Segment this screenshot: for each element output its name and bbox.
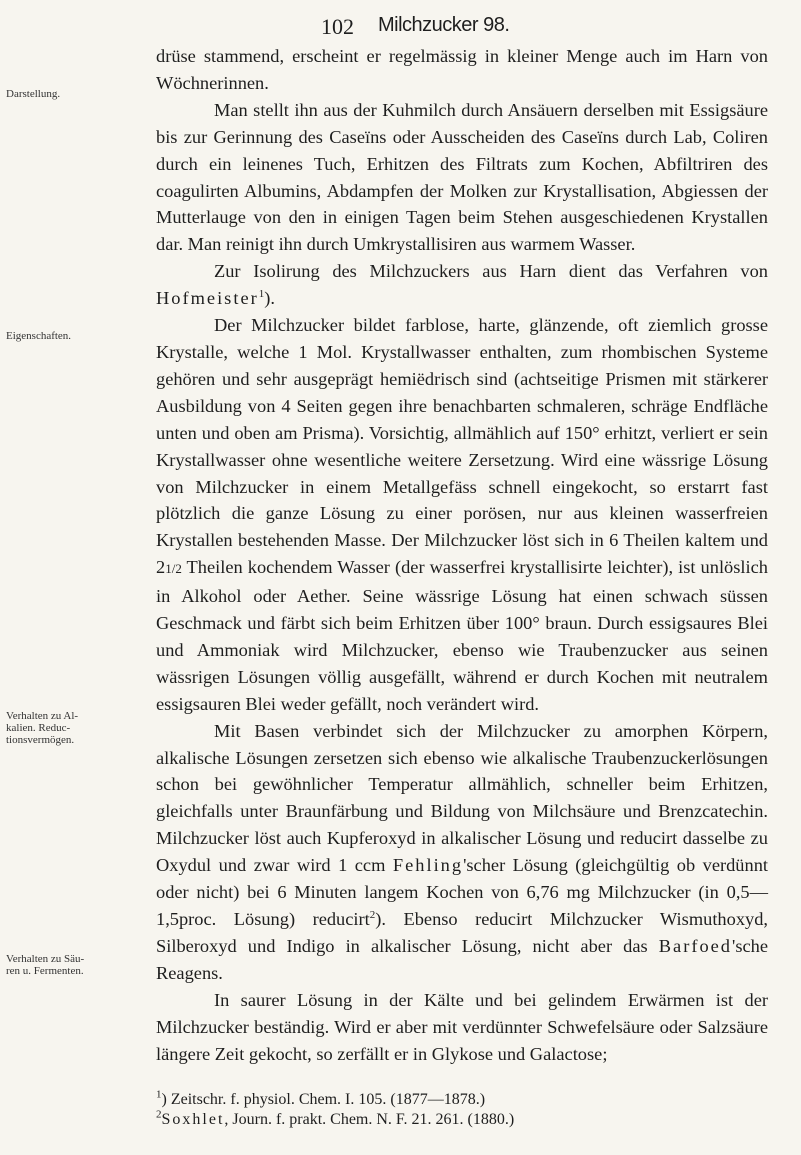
margin-note-eigenschaften: Eigenschaften. [6, 330, 72, 342]
page-number: 102 [321, 14, 354, 39]
margin-note-darstellung: Darstellung. [6, 88, 61, 100]
running-title: Milchzucker 98. [378, 14, 510, 36]
text: ). [264, 288, 275, 309]
paragraph: drüse stammend, erscheint er regelmässig in kleiner Menge auch im Harn von Wöchnerinnen. [156, 46, 768, 93]
text: ). Ebenso reducirt Milchzucker Wismuthoxyd, Silberoxyd und Indigo in alkalischer Lösung, nicht aber das [156, 909, 768, 956]
text: Theilen kochendem Wasser (der wasserfrei krystallisirte leichter), ist unlöslich in Alkohol oder Aether. Seine wässrige Lösung hat einen schwach süssen Geschmack und färbt sich beim Erhitzen über 100° braun. Durch essigsaures Blei und Ammoniak wird Milchzucker, ebenso wie Traubenzucker aus seinen wässrigen Lösungen völlig ausgefällt, während er durch Kochen mit neutralem essigsauren Blei weder gefällt, noch verändert wird. [156, 557, 768, 714]
footnote-mark: 2 [156, 1108, 162, 1121]
footnote-mark: 1 [156, 1088, 162, 1101]
author-name: Hofmeister [156, 288, 259, 309]
paragraph-darstellung: Man stellt ihn aus der Kuhmilch durch Ansäuern derselben mit Essigsäure bis zur Gerinnung des Caseïns oder Ausscheiden des Caseïns durch Lab, Coliren durch ein leinenes Tuch, Erhitzen des Filtrats zum Kochen, Abfiltriren des coagulirten Albumins, Abdampfen der Molken zur Krystallisation, Abgiessen der Mutterlauge von den in einigen Tagen beim Stehen ausgeschiedenen Krystallen dar. Man reinigt ihn durch Umkrystallisiren aus warmem Wasser. [156, 99, 768, 255]
main-text [156, 43, 768, 1067]
footnote-1 [156, 1090, 768, 1110]
text: Zur Isolirung des Milchzuckers aus Harn dient das Verfahren von [214, 261, 768, 282]
footnote-ref: 1 [258, 288, 265, 301]
paragraph-alkalien [156, 718, 768, 987]
paragraph-eigenschaften [156, 312, 768, 718]
fraction: 1/2 [165, 561, 182, 577]
margin-note-alkalien: Verhalten zu Al-kalien. Reduc-tionsvermögen. [6, 710, 79, 746]
author-name: Barfoed [658, 935, 732, 956]
text: 'sche Reagens. [156, 935, 768, 983]
paragraph-saeuren: In saurer Lösung in der Kälte und bei gelindem Erwärmen ist der Milchzucker beständig. Wird er aber mit verdünnter Schwefelsäure oder Salzsäure längere Zeit gekocht, so zerfällt er in Glykose und Galactose; [156, 989, 768, 1064]
footnote-text: , Journ. f. prakt. Chem. N. F. 21. 261. (1880.) [224, 1111, 515, 1128]
text: Mit Basen verbindet sich der Milchzucker zu amorphen Körpern, alkalische Lösungen zersetzen sich ebenso wie alkalische Traubenzuckerlösungen schon bei gewöhnlicher Temperatur allmählich, schneller beim Erhitzen, gleichfalls unter Braunfärbung und Bildung von Milchsäure und Brenzcatechin. Milchzucker löst auch Kupferoxyd in alkalischer Lösung und reducirt dasselbe zu Oxydul und zwar wird 1 ccm [156, 720, 768, 876]
text: 'scher Lösung (gleichgültig ob verdünnt oder nicht) bei 6 Minuten langem Kochen von 6,76 mg Milchzucker (in 0,5—1,5proc. Lösung) reducirt [156, 855, 768, 929]
footnotes [156, 1090, 768, 1130]
footnote-2 [156, 1110, 768, 1130]
paragraph-isolirung [156, 258, 768, 312]
footnote-text: ) Zeitschr. f. physiol. Chem. I. 105. (1877—1878.) [161, 1091, 486, 1108]
footnote-ref: 2 [369, 908, 376, 921]
author-name: Fehling [392, 855, 464, 876]
margin-note-saeuren: Verhalten zu Säu-ren u. Fermenten. [6, 953, 85, 977]
author-name: Soxhlet [161, 1111, 225, 1128]
text: Der Milchzucker bildet farblose, harte, glänzende, oft ziemlich grosse Krystalle, welche 1 Mol. Krystallwasser enthalten, zum rhombischen Systeme gehören und sehr ausgeprägt hemiëdrisch sind (achtseitige Prismen mit stärkerer Ausbildung von 4 Seiten gegen ihre benachbarten schmaleren, schräge Endfläche unten und oben am Prisma). Vorsichtig, allmählich auf 150° erhitzt, verliert er sein Krystallwasser ohne wesentliche weitere Zersetzung. Wird eine wässrige Lösung von Milchzucker in einem Metallgefäss schnell eingekocht, so erstarrt fast plötzlich die ganze Lösung zu einer porösen, nur aus kleinen wasserfreien Krystallen bestehenden Masse. Der Milchzucker löst sich in 6 Theilen kaltem und 2 [156, 315, 768, 578]
